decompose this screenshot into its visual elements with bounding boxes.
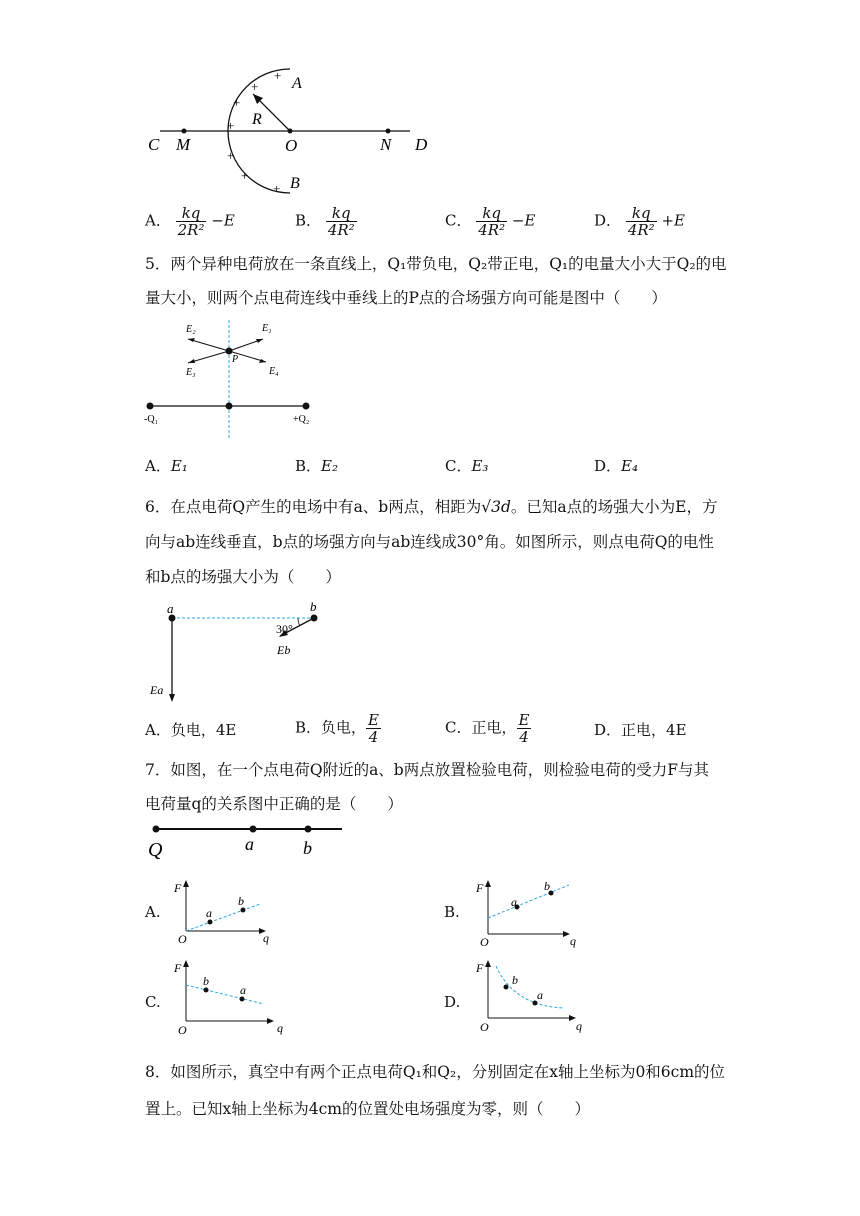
svg-text:E₃: E₃ xyxy=(186,367,196,378)
label-A: A xyxy=(292,75,302,92)
label-N: N xyxy=(380,135,392,154)
svg-text:Eb: Eb xyxy=(277,643,291,657)
svg-text:q: q xyxy=(263,931,269,945)
svg-text:+: + xyxy=(274,68,282,83)
svg-text:+: + xyxy=(227,148,235,163)
q5-stem-line1: 5．两个异种电荷放在一条直线上，Q₁带负电，Q₂带正电，Q₁的电量大小大于Q₂的电 xyxy=(145,255,727,273)
svg-text:a: a xyxy=(245,834,254,854)
svg-text:30°: 30° xyxy=(276,622,293,636)
svg-text:a: a xyxy=(206,906,212,920)
svg-text:a: a xyxy=(167,601,174,616)
svg-text:a: a xyxy=(537,988,543,1002)
q5-option-a[interactable]: A．E₁ xyxy=(145,457,188,475)
q4-figure xyxy=(140,62,440,202)
svg-text:a: a xyxy=(511,895,517,909)
label-D: D xyxy=(415,135,428,154)
svg-text:F: F xyxy=(174,961,182,975)
svg-text:+: + xyxy=(233,95,241,110)
svg-text:+: + xyxy=(241,168,249,183)
svg-text:+Q₂: +Q₂ xyxy=(293,414,310,425)
svg-text:O: O xyxy=(480,1020,489,1034)
q7-option-a-label[interactable]: A. xyxy=(145,903,161,921)
svg-text:E₂: E₂ xyxy=(186,324,196,335)
q7-graph-c[interactable] xyxy=(172,956,292,1036)
q6-option-b[interactable]: B．负电， $\frac{E}{4}$ xyxy=(295,711,379,746)
svg-text:F: F xyxy=(174,881,182,895)
q4-option-b[interactable]: B． $\frac{kq}{\text{4R²}}$ xyxy=(295,204,355,239)
svg-text:b: b xyxy=(303,838,312,858)
svg-text:b: b xyxy=(544,879,550,893)
svg-text:b: b xyxy=(238,894,244,908)
q4-option-a[interactable]: A． $\frac{kq}{\text{2R²}}$ −E xyxy=(145,204,235,239)
label-B: B xyxy=(290,175,300,192)
svg-text:O: O xyxy=(178,1023,187,1036)
svg-text:Ea: Ea xyxy=(150,683,164,697)
q6-option-d[interactable]: D．正电，4E xyxy=(594,721,687,739)
q5-figure xyxy=(140,318,330,440)
label-C: C xyxy=(148,135,160,154)
svg-text:b: b xyxy=(310,599,317,614)
svg-text:F: F xyxy=(476,961,484,975)
svg-text:O: O xyxy=(178,932,187,946)
q4-option-d[interactable]: D． $\frac{kq}{\text{4R²}}$ +E xyxy=(594,204,685,239)
q5-option-b[interactable]: B．E₂ xyxy=(295,457,338,475)
q7-option-b-label[interactable]: B. xyxy=(444,903,460,921)
svg-text:b: b xyxy=(512,973,518,987)
q6-option-a[interactable]: A．负电，4E xyxy=(145,721,237,739)
q7-stem-line2: 电荷量q的关系图中正确的是（ ） xyxy=(145,795,403,813)
label-O: O xyxy=(285,136,298,155)
svg-text:q: q xyxy=(576,1019,582,1033)
label-R: R xyxy=(252,111,262,128)
svg-text:+: + xyxy=(227,118,235,133)
label-M: M xyxy=(176,135,191,154)
svg-text:a: a xyxy=(240,983,246,997)
q7-option-c-label[interactable]: C. xyxy=(145,993,161,1011)
q6-stem-line2: 向与ab连线垂直，b点的场强方向与ab连线成30°角。如图所示，则点电荷Q的电性 xyxy=(145,533,714,551)
svg-text:q: q xyxy=(277,1021,283,1035)
svg-text:P: P xyxy=(232,354,239,365)
q6-stem-line3: 和b点的场强大小为（ ） xyxy=(145,568,341,586)
svg-text:Q: Q xyxy=(148,839,163,860)
svg-text:-Q₁: -Q₁ xyxy=(144,414,159,425)
q4-option-c[interactable]: C． $\frac{kq}{\text{4R²}}$ −E xyxy=(445,204,536,239)
svg-text:+: + xyxy=(251,79,259,94)
svg-text:q: q xyxy=(570,934,576,948)
q7-graph-a[interactable] xyxy=(172,876,282,946)
svg-text:F: F xyxy=(476,881,484,895)
svg-text:+: + xyxy=(273,181,281,196)
q6-figure xyxy=(140,598,340,706)
svg-text:b: b xyxy=(203,974,209,988)
q5-stem-line2: 量大小，则两个点电荷连线中垂线上的P点的合场强方向可能是图中（ ） xyxy=(145,289,667,307)
q7-stem-line1: 7．如图，在一个点电荷Q附近的a、b两点放置检验电荷，则检验电荷的受力F与其 xyxy=(145,761,709,779)
svg-text:E₄: E₄ xyxy=(269,366,279,377)
q7-option-d-label[interactable]: D. xyxy=(444,993,461,1011)
svg-text:O: O xyxy=(480,935,489,948)
q5-option-c[interactable]: C．E₃ xyxy=(445,457,489,475)
q8-stem-line2: 置上。已知x轴上坐标为4cm的位置处电场强度为零，则（ ） xyxy=(145,1100,590,1118)
q8-stem-line1: 8．如图所示，真空中有两个正点电荷Q₁和Q₂，分别固定在x轴上坐标为0和6cm的位 xyxy=(145,1063,726,1081)
q6-option-c[interactable]: C．正电， $\frac{E}{4}$ xyxy=(445,711,530,746)
q6-stem-line1: 6．在点电荷Q产生的电场中有a、b两点，相距为√3d。已知a点的场强大小为E，方 xyxy=(145,498,718,516)
q5-option-d[interactable]: D．E₄ xyxy=(594,457,638,475)
q7-figure xyxy=(140,816,360,860)
svg-text:E₁: E₁ xyxy=(262,323,272,334)
q7-graph-d[interactable] xyxy=(474,956,594,1036)
q7-graph-b[interactable] xyxy=(474,876,584,948)
